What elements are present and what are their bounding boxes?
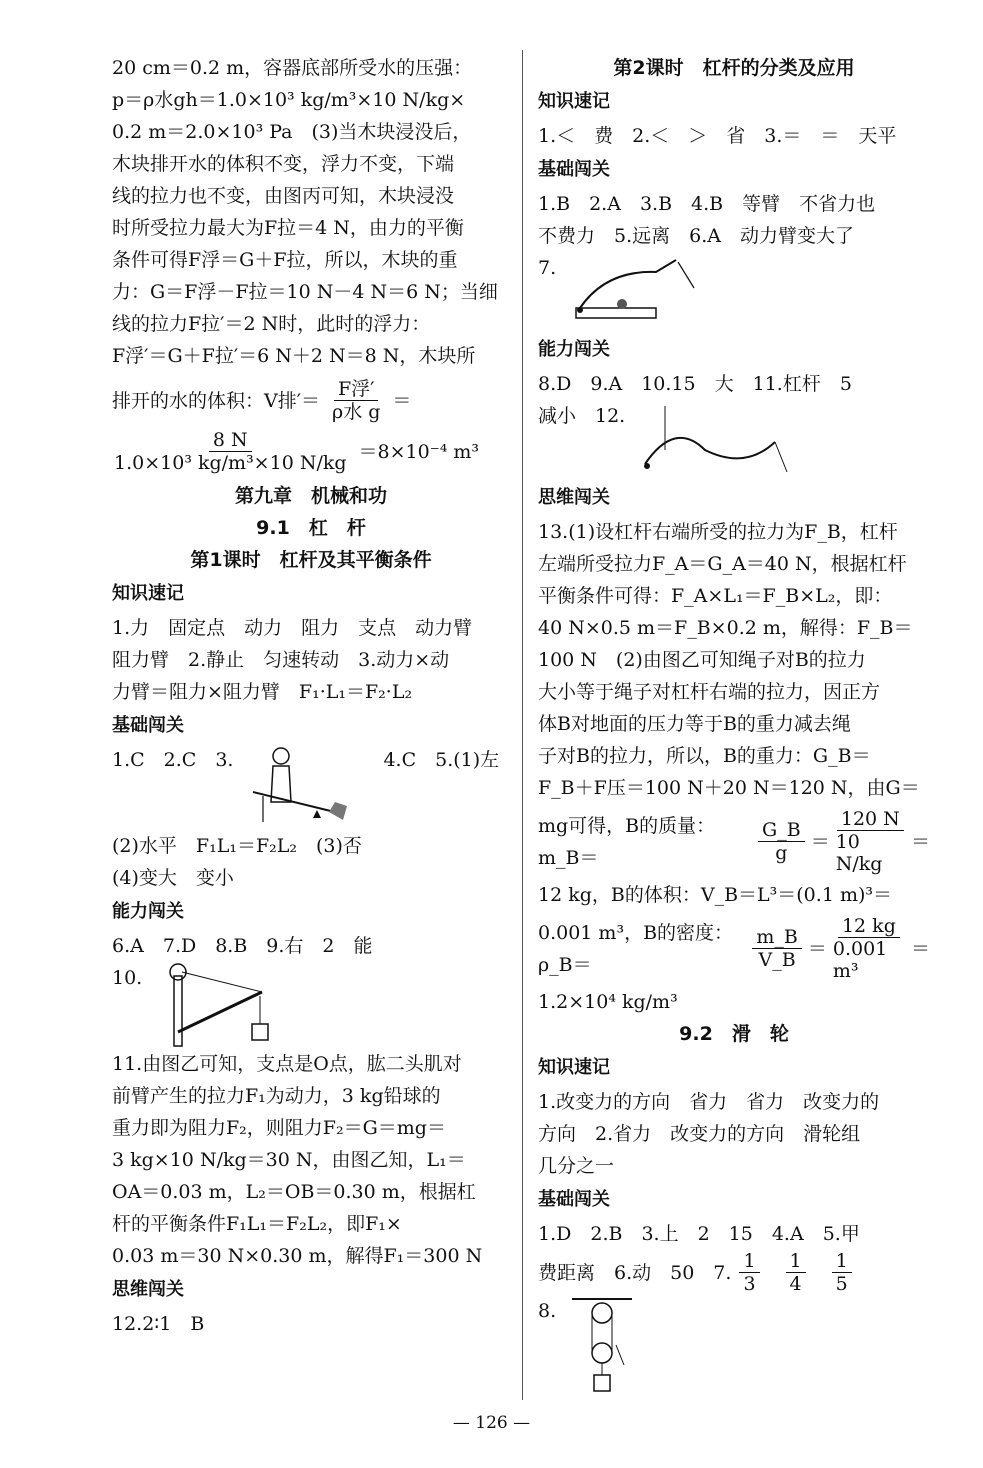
force-arrow (616, 1345, 624, 1365)
q8-label: 8. (538, 1300, 557, 1322)
pivot-point (644, 463, 650, 469)
fraction-numerator: F浮′ (334, 378, 379, 401)
text-line: 1.＜ 费 2.＜ ＞ 省 3.＝ ＝ 天平 (538, 125, 897, 147)
text-line: 8.D 9.A 10.15 大 11.杠杆 5 (538, 373, 852, 395)
equals-sign: ＝ (910, 830, 930, 853)
stapler-lever-figure (566, 252, 716, 332)
text-line: 前臂产生的拉力F₁为动力，3 kg铅球的 (112, 1085, 441, 1107)
text-line: 0.2 m＝2.0×10³ Pa (3)当木块浸没后， (112, 121, 472, 143)
text-line: 1.力 固定点 动力 阻力 支点 动力臂 (112, 617, 473, 639)
jichu-row (112, 744, 510, 830)
page-number: — 126 — (452, 1413, 531, 1433)
lever-worker-figure (243, 744, 373, 830)
fraction-denominator: 0.001 m³ (832, 938, 888, 982)
fraction-denominator: ρ水 g (332, 401, 381, 423)
final-result: ＝8×10⁻⁴ m³ (358, 440, 480, 463)
fraction-denominator: 5 (835, 1273, 848, 1295)
text-line: 11.由图乙可知，支点是O点，肱二头肌对 (112, 1053, 462, 1075)
text-line: 不费力 5.远离 6.A 动力臂变大了 (538, 225, 854, 247)
text-line: 子对B的拉力，所以，B的重力：G_B＝ (538, 745, 871, 767)
q8-row (538, 1295, 930, 1395)
curved-lever-figure (635, 400, 815, 480)
equals-sign: ＝ (807, 937, 827, 960)
q10-row (112, 962, 510, 1048)
heading-zhishi: 知识速记 (112, 583, 184, 604)
text-line: 100 N (2)由图乙可知绳子对B的拉力 (538, 649, 866, 671)
text-line: 几分之一 (538, 1155, 615, 1177)
equals-sign: ＝ (810, 830, 830, 853)
fraction-denominator: 10 N/kg (835, 831, 883, 875)
fraction-numerator: m_B (752, 926, 801, 949)
fraction-denominator: g (775, 842, 788, 864)
answers-4-5: 4.C 5.(1)左 (383, 749, 500, 771)
density-prefix: 0.001 m³，B的密度：ρ_B＝ (538, 921, 734, 976)
volume-prefix: 排开的水的体积：V排′＝ (112, 389, 321, 412)
right-column (538, 52, 930, 1395)
heading-zhishi-2: 知识速记 (538, 1057, 610, 1078)
movable-pulley (592, 1343, 612, 1363)
fraction-numerator: 12 kg (838, 915, 900, 938)
text-line: (4)变大 变小 (112, 867, 234, 889)
density-fraction-1 (752, 926, 801, 971)
text-line: 12.2∶1 B (112, 1313, 205, 1335)
fraction-denominator: 3 (743, 1273, 756, 1295)
text-line: 1.D 2.B 3.上 2 15 4.A 5.甲 (538, 1223, 860, 1245)
text-line: 体B对地面的压力等于B的重力减去绳 (538, 713, 851, 735)
fraction-one-third (739, 1250, 759, 1295)
text-line: 时所受拉力最大为F拉＝4 N，由力的平衡 (112, 217, 464, 239)
volume-fraction (332, 378, 380, 423)
pivot-point (577, 307, 583, 313)
pulley-system-figure (566, 1295, 646, 1395)
final-formula (112, 429, 510, 474)
density-formula (538, 915, 930, 982)
q7-label: 7. (538, 257, 557, 279)
weight-box (252, 1024, 268, 1040)
heading-jichu: 基础闯关 (112, 715, 184, 736)
equals-sign: ＝ (392, 389, 412, 412)
lesson-title: 第1课时 杠杆及其平衡条件 (190, 549, 432, 571)
load-stone (329, 802, 347, 820)
mass-prefix: mg可得，B的质量：m_B＝ (538, 814, 716, 869)
fixed-pulley (592, 1303, 612, 1323)
lesson-title: 第2课时 杠杆的分类及应用 (613, 57, 855, 79)
fraction-denominator: V_B (758, 949, 796, 971)
fraction-one-fourth (786, 1250, 806, 1295)
fractions-row (538, 1250, 930, 1295)
fulcrum (313, 810, 321, 818)
fraction-numerator: 1 (832, 1250, 852, 1273)
text-line: 阻力臂 2.静止 匀速转动 3.动力×动 (112, 649, 450, 671)
heading-siwei: 思维闯关 (112, 1279, 184, 1300)
q12-row (538, 400, 930, 480)
text-line: 1.B 2.A 3.B 4.B 等臂 不省力也 (538, 193, 876, 215)
heading-nengli: 能力闯关 (112, 901, 184, 922)
heading-jichu: 基础闯关 (538, 159, 610, 180)
text-line: 1.改变力的方向 省力 省力 改变力的 (538, 1091, 880, 1113)
fraction-denominator: 1.0×10³ kg/m³×10 N/kg (114, 452, 347, 474)
text-line: 力臂＝阻力×阻力臂 F₁·L₁＝F₂·L₂ (112, 681, 413, 703)
density-fraction-2 (833, 915, 905, 982)
heading-jichu-2: 基础闯关 (538, 1189, 610, 1210)
text-line: 3 kg×10 N/kg＝30 N，由图乙知，L₁＝ (112, 1149, 466, 1171)
q12-label: 减小 12. (538, 405, 626, 427)
section-title: 9.1 杠 杆 (256, 517, 366, 539)
vertical-post (174, 976, 182, 1046)
text-line: 1.2×10⁴ kg/m³ (538, 991, 678, 1013)
text-line: 大小等于绳子对杠杆右端的拉力，因正方 (538, 681, 881, 703)
left-column (112, 52, 510, 1340)
text-line: 杆的平衡条件F₁L₁＝F₂L₂，即F₁× (112, 1213, 402, 1235)
text-line: 重力即为阻力F₂，则阻力F₂＝G＝mg＝ (112, 1117, 446, 1139)
mass-fraction-2 (836, 808, 905, 875)
text-line: 6.A 7.D 8.B 9.右 2 能 (112, 935, 373, 957)
fraction-numerator: 1 (786, 1250, 806, 1273)
column-divider (522, 50, 523, 1400)
text-line: 方向 2.省力 改变力的方向 滑轮组 (538, 1123, 861, 1145)
text-line: 木块排开水的体积不变，浮力不变，下端 (112, 153, 455, 175)
text-line: 40 N×0.5 m＝F_B×0.2 m，解得：F_B＝ (538, 617, 913, 639)
heading-nengli: 能力闯关 (538, 339, 610, 360)
force-arrow (678, 262, 694, 288)
fraction-numerator: 8 N (209, 429, 252, 452)
text-line: 力：G＝F浮－F拉＝10 N－4 N＝6 N；当细 (112, 281, 498, 303)
volume-formula (112, 378, 510, 423)
fraction-numerator: G_B (758, 819, 805, 842)
worker-head (273, 748, 289, 764)
mass-fraction-1 (758, 819, 805, 864)
jc2-prefix: 费距离 6.动 50 7. (538, 1261, 732, 1284)
mass-formula (538, 808, 930, 875)
text-line: p＝ρ水gh＝1.0×10³ kg/m³×10 N/kg× (112, 89, 466, 111)
text-line: 线的拉力也不变，由图丙可知，木块浸没 (112, 185, 455, 207)
final-fraction (114, 429, 347, 474)
text-line: 平衡条件可得：F_A×L₁＝F_B×L₂，即： (538, 585, 893, 607)
lever-bar (253, 792, 343, 814)
text-line: 0.03 m＝30 N×0.30 m，解得F₁＝300 N (112, 1245, 483, 1267)
fraction-denominator: 4 (789, 1273, 802, 1295)
equals-sign: ＝ (910, 937, 930, 960)
object (617, 299, 627, 309)
weight-box (594, 1375, 610, 1391)
pulley-lever-figure (152, 962, 292, 1048)
text-line: 左端所受拉力F_A＝G_A＝40 N，根据杠杆 (538, 553, 907, 575)
fraction-numerator: 120 N (837, 808, 904, 831)
text-line: 条件可得F浮＝G＋F拉，所以，木块的重 (112, 249, 458, 271)
rope (182, 972, 262, 992)
base (576, 308, 656, 318)
intro-block (112, 52, 510, 372)
text-line: 线的拉力F拉′＝2 N时，此时的浮力： (112, 313, 431, 335)
text-line: 20 cm＝0.2 m，容器底部所受水的压强： (112, 57, 473, 79)
answers-1-3: 1.C 2.C 3. (112, 749, 234, 771)
text-line: (2)水平 F₁L₁＝F₂L₂ (3)否 (112, 835, 362, 857)
heading-zhishi: 知识速记 (538, 91, 610, 112)
section-title: 9.2 滑 轮 (679, 1023, 789, 1045)
heading-siwei: 思维闯关 (538, 487, 610, 508)
text-line: 13.(1)设杠杆右端所受的拉力为F_B，杠杆 (538, 521, 898, 543)
text-line: F_B＋F压＝100 N＋20 N＝120 N，由G＝ (538, 777, 920, 799)
fraction-one-fifth (832, 1250, 852, 1295)
chapter-title: 第九章 机械和功 (234, 485, 387, 507)
q10-label: 10. (112, 967, 143, 989)
force-f1-arrow (775, 442, 787, 472)
lever-arm (178, 992, 262, 1032)
handle (580, 260, 676, 308)
text-line: OA＝0.03 m，L₂＝OB＝0.30 m，根据杠 (112, 1181, 476, 1203)
text-line: 12 kg，B的体积：V_B＝L³＝(0.1 m)³＝ (538, 884, 892, 906)
fraction-numerator: 1 (739, 1250, 759, 1273)
q7-row (538, 252, 930, 332)
text-line: F浮′＝G＋F拉′＝6 N＋2 N＝8 N，木块所 (112, 345, 476, 367)
